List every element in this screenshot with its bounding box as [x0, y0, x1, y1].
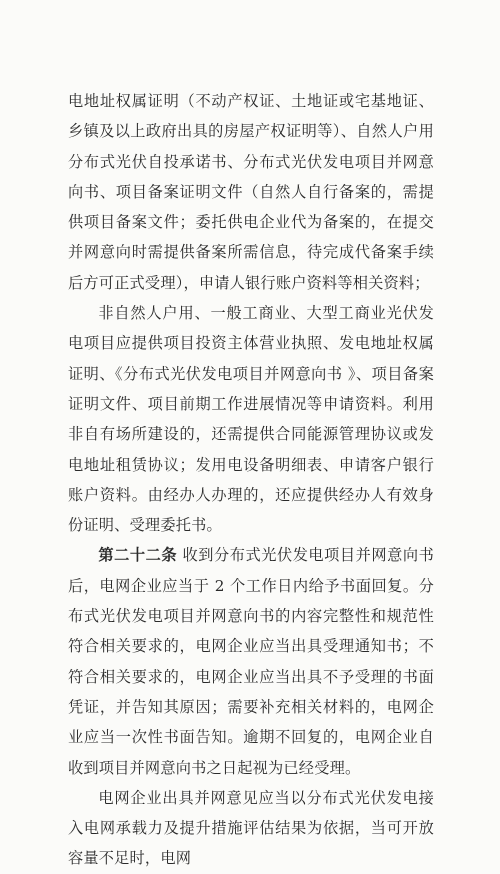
paragraph-grid-opinion — [68, 783, 434, 874]
article-number: 第二十二条 — [98, 546, 178, 565]
document-body — [68, 86, 434, 874]
paragraph-article-22 — [68, 540, 434, 782]
paragraph-non-natural-person — [68, 298, 434, 540]
paragraph-text: 电网企业出具并网意见应当以分布式光伏发电接入电网承载力及提升措施评估结果为依据，当可开放容量不足时，电网 — [68, 788, 434, 868]
paragraph-text: 收到分布式光伏发电项目并网意向书后，电网企业应当于 2 个工作日内给予书面回复。分布式光伏发电项目并网意向书的内容完整性和规范性符合相关要求的，电网企业应当出具受理通知书；不符合相关要求的，电网企业应当出具不予受理的书面凭证，并告知其原因；需要补充相关材料的，电网企业应当一次性书面告知。逾期不回复的，电网企业自收到项目并网意向书之日起视为已经受理。 — [68, 546, 435, 777]
paragraph-continuation — [68, 86, 434, 298]
paragraph-text: 电地址权属证明（不动产权证、土地证或宅基地证、乡镇及以上政府出具的房屋产权证明等）、自然人户用分布式光伏自投承诺书、分布式光伏发电项目并网意向书、项目备案证明文件（自然人自行备案的，需提供项目备案文件；委托供电企业代为备案的，在提交并网意向时需提供备案所需信息，待完成代备案手续后方可正式受理），申请人银行账户资料等相关资料； — [68, 92, 434, 292]
paragraph-text: 非自然人户用、一般工商业、大型工商业光伏发电项目应提供项目投资主体营业执照、发电地址权属证明、《分布式光伏发电项目并网意向书 》、项目备案证明文件、项目前期工作进展情况等申请资料。利用非自有场所建设的，还需提供合同能源管理协议或发电地址租赁协议；发用电设备明细表、申请客户银行账户资料。由经办人办理的，还应提供经办人有效身份证明、受理委托书。 — [68, 304, 434, 535]
